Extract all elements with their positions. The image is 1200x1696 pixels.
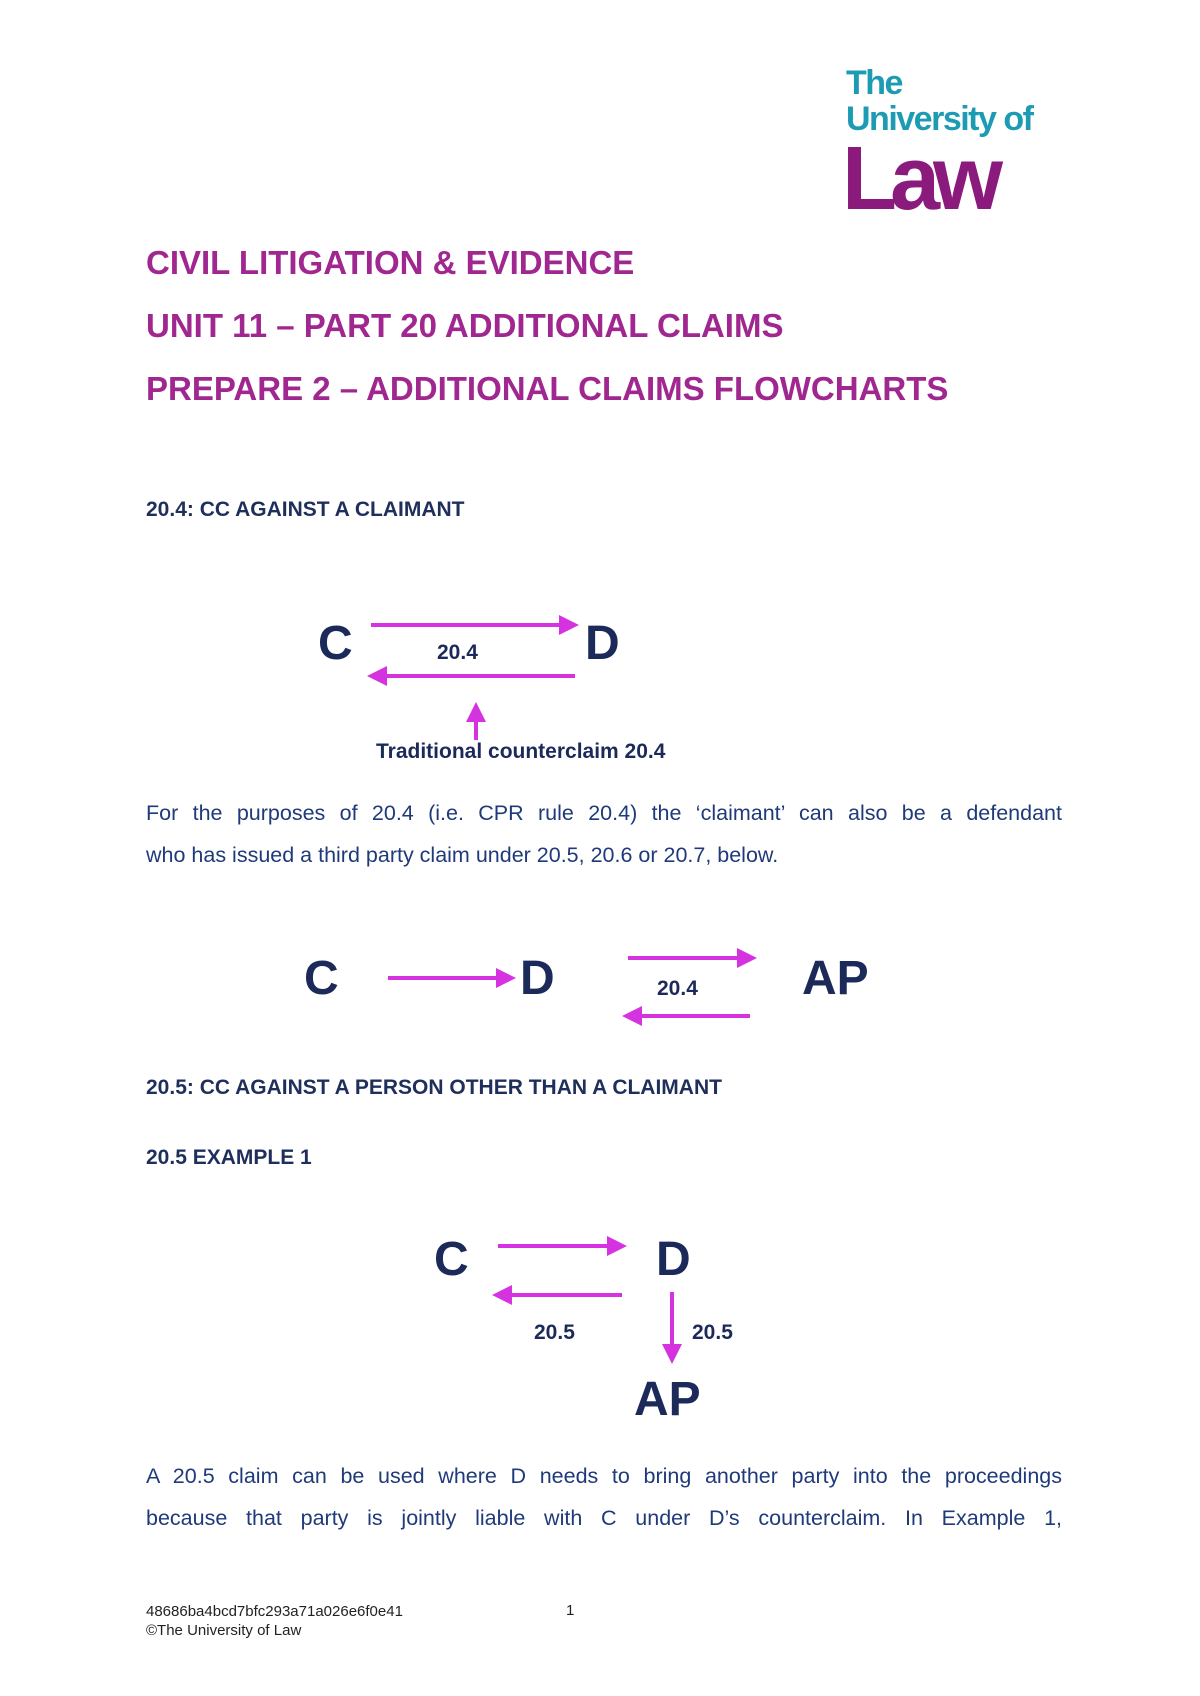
paragraph-line: because that party is jointly liable with C under D’s counterclaim. In Example 1, <box>146 1506 1062 1530</box>
party-c: C <box>318 617 353 670</box>
party-c-3: C <box>434 1233 469 1286</box>
section-heading-20-5: 20.5: CC AGAINST A PERSON OTHER THAN A CLAIMANT <box>146 1076 722 1099</box>
paragraph-line: who has issued a third party claim under 20.5, 20.6 or 20.7, below. <box>146 843 779 867</box>
party-d-2: D <box>520 952 555 1005</box>
logo-line-law: Law <box>842 129 997 229</box>
party-d: D <box>585 617 620 670</box>
arrow-label-20-4: 20.4 <box>437 641 478 664</box>
logo-line-the: The <box>846 64 902 102</box>
page-number: 1 <box>566 1602 575 1619</box>
footer-copyright: ©The University of Law <box>146 1622 302 1639</box>
footer-doc-id: 48686ba4bcd7bfc293a71a026e6f0e41 <box>146 1603 403 1620</box>
paragraph-20-5-explanation <box>146 1455 1062 1539</box>
arrow-label-left-20-5: 20.5 <box>534 1321 575 1344</box>
document-title-unit: UNIT 11 – PART 20 ADDITIONAL CLAIMS <box>146 307 784 344</box>
example-heading: 20.5 EXAMPLE 1 <box>146 1146 312 1169</box>
diagram-caption: Traditional counterclaim 20.4 <box>376 740 666 763</box>
party-c-2: C <box>304 952 339 1005</box>
footer <box>146 1602 403 1640</box>
document-title-prepare: PREPARE 2 – ADDITIONAL CLAIMS FLOWCHARTS <box>146 370 949 407</box>
arrow-label-20-4-2: 20.4 <box>657 977 698 1000</box>
logo-line-university-of: University of <box>846 100 1033 138</box>
party-ap: AP <box>802 952 869 1005</box>
document-title-course: CIVIL LITIGATION & EVIDENCE <box>146 244 635 281</box>
paragraph-line: A 20.5 claim can be used where D needs to bring another party into the proceedings <box>146 1464 1062 1488</box>
paragraph-claimant-definition <box>146 792 1062 876</box>
party-ap-3: AP <box>634 1373 701 1426</box>
party-d-3: D <box>656 1233 691 1286</box>
arrow-label-right-20-5: 20.5 <box>692 1321 733 1344</box>
paragraph-line: For the purposes of 20.4 (i.e. CPR rule 20.4) the ‘claimant’ can also be a defendant <box>146 801 1062 825</box>
section-heading-20-4: 20.4: CC AGAINST A CLAIMANT <box>146 498 465 521</box>
